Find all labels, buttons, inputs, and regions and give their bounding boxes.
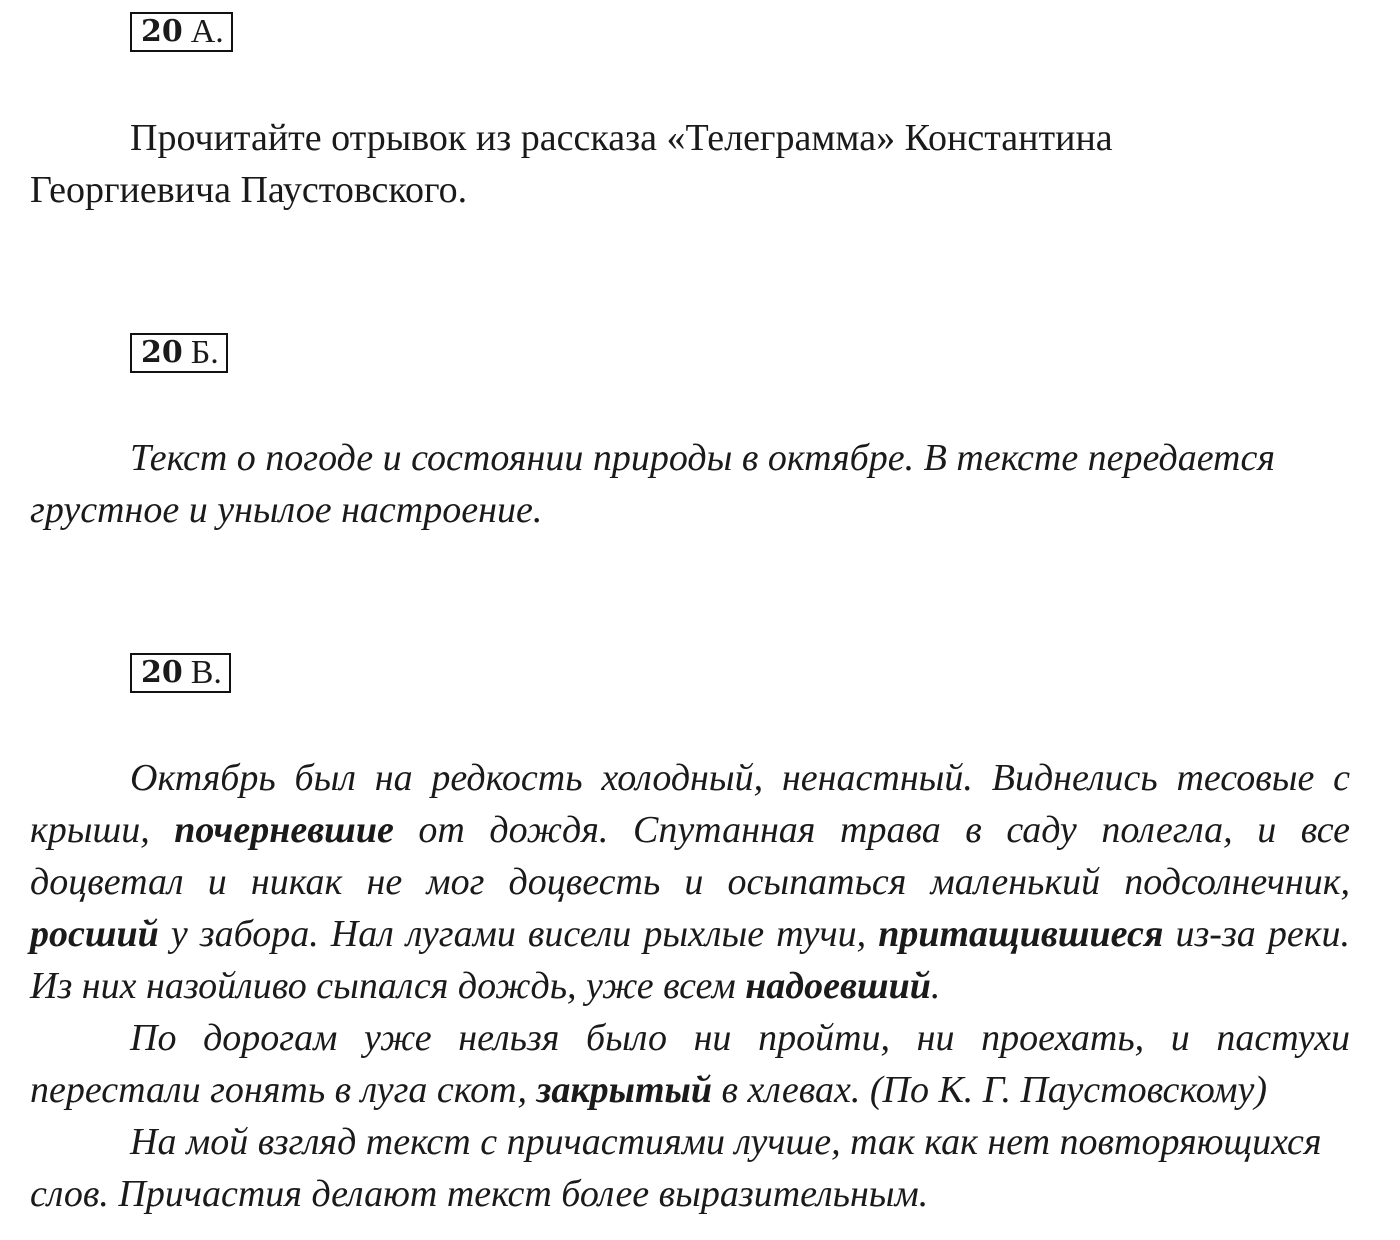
text-run: . (930, 965, 941, 1007)
section-letter: В. (190, 654, 222, 691)
highlighted-participle: притащившиеся (878, 913, 1164, 955)
text-run: от дождя. Спутанная трава в саду полегла, и все доцветал и никак не мог доцвесть и осыпаться маленький подсолнечник, (30, 809, 1350, 903)
text-run: в хлевах. (По К. Г. Паустовскому) (712, 1069, 1268, 1111)
section-number: 20 (141, 655, 183, 690)
section-letter: А. (190, 13, 224, 50)
text-run: По дорогам уже нельзя было ни пройти, ни проехать, и пастухи перестали гонять в луга скот, (30, 1017, 1350, 1111)
section-number: 20 (141, 14, 183, 49)
highlighted-participle: почерневшие (174, 809, 394, 851)
section-label-20b (130, 333, 228, 373)
section-label-20a (130, 12, 233, 52)
paragraph: Прочитайте отрывок из рассказа «Телеграмма» Константина Георгиевича Паустовского. (30, 117, 1113, 211)
section-20b-text (30, 432, 1350, 536)
highlighted-participle: закрытый (536, 1069, 713, 1111)
highlighted-participle: росший (30, 913, 159, 955)
paragraph: Текст о погоде и состоянии природы в октябре. В тексте передается грустное и унылое настроение. (30, 437, 1276, 531)
text-run: Октябрь был на редкость холодный, ненастный. Виднелись тесовые с крыши, (30, 757, 1350, 851)
paragraph-2 (30, 1012, 1350, 1116)
section-number: 20 (141, 335, 183, 370)
section-20v-text (30, 752, 1350, 1220)
section-20a-text (30, 112, 1230, 216)
paragraph-1 (30, 752, 1350, 1012)
text-run: из-за реки. Из них назойливо сыпался дождь, уже всем (30, 913, 1350, 1007)
section-letter: Б. (190, 334, 219, 371)
text-run: у забора. Нал лугами висели рыхлые тучи, (158, 913, 879, 955)
section-label-20v (130, 653, 231, 693)
paragraph-3: На мой взгляд текст с причастиями лучше, так как нет повторяющихся слов. Причастия делают текст более выразительным. (30, 1121, 1322, 1215)
highlighted-participle: надоевший (745, 965, 931, 1007)
